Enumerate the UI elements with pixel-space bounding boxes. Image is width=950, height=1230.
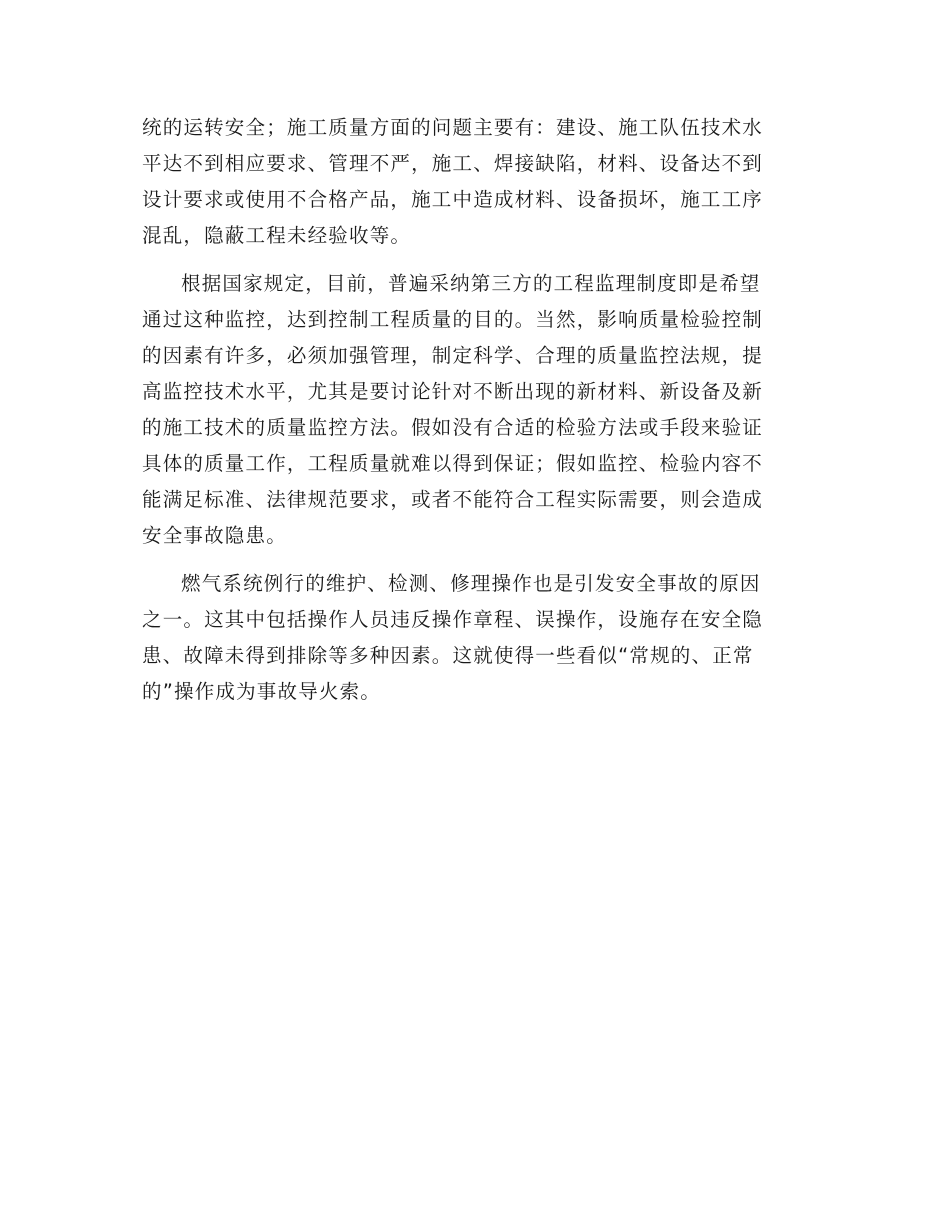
paragraph-line: 的施工技术的质量监控方法。假如没有合适的检验方法或手段来验证 [142,416,764,439]
paragraph-line: 的”操作成为事故导火索。 [142,680,382,703]
paragraph-line: 混乱，隐蔽工程未经验收等。 [142,224,412,247]
paragraph-line: 高监控技术水平，尤其是要讨论针对不断出现的新材料、新设备及新 [142,380,764,403]
paragraph-line: 具体的质量工作，工程质量就难以得到保证；假如监控、检验内容不 [142,452,764,475]
paragraph-line: 能满足标准、法律规范要求，或者不能符合工程实际需要，则会造成 [142,488,764,511]
paragraph-1 [142,110,804,254]
paragraph-line: 之一。这其中包括操作人员违反操作章程、误操作，设施存在安全隐 [142,608,764,631]
paragraph-line: 患、故障未得到排除等多种因素。这就使得一些看似“常规的、正常 [142,644,754,667]
document-body [142,110,804,722]
paragraph-line: 燃气系统例行的维护、检测、修理操作也是引发安全事故的原因 [181,572,761,595]
paragraph-line: 根据国家规定，目前，普遍采纳第三方的工程监理制度即是希望 [181,272,761,295]
paragraph-3 [142,566,804,710]
paragraph-line: 平达不到相应要求、管理不严，施工、焊接缺陷，材料、设备达不到 [142,152,764,175]
paragraph-line: 的因素有许多，必须加强管理，制定科学、合理的质量监控法规，提 [142,344,764,367]
paragraph-line: 安全事故隐患。 [142,524,287,547]
paragraph-2 [142,266,804,554]
paragraph-line: 统的运转安全；施工质量方面的问题主要有：建设、施工队伍技术水 [142,116,764,139]
paragraph-line: 设计要求或使用不合格产品，施工中造成材料、设备损坏，施工工序 [142,188,764,211]
paragraph-line: 通过这种监控，达到控制工程质量的目的。当然，影响质量检验控制 [142,308,764,331]
